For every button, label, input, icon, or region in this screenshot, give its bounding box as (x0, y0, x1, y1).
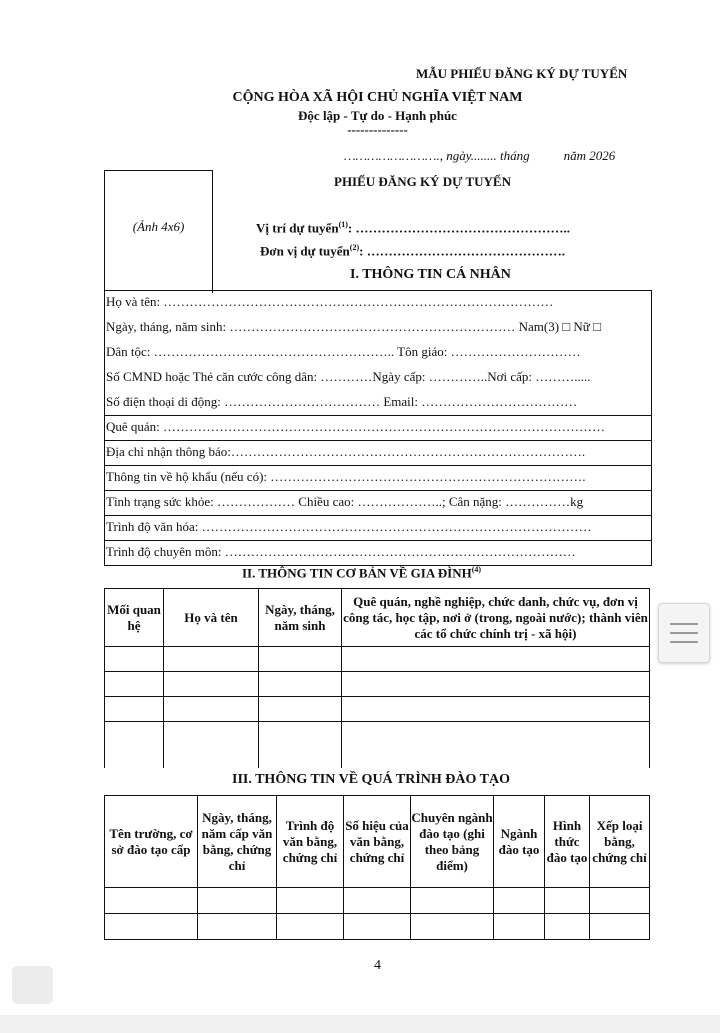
col-training-form: Hình thức đào tạo (545, 796, 590, 888)
position-label: Vị trí dự tuyển (256, 220, 339, 236)
unit-label: Đơn vị dự tuyển (260, 243, 350, 259)
section-2-footnote: (4) (471, 565, 482, 574)
col-field: Ngành đào tạo (494, 796, 545, 888)
section-2-title (242, 565, 481, 581)
date-line (344, 148, 615, 164)
unit-blank: : ………………………………………. (359, 243, 565, 259)
col-details: Quê quán, nghề nghiệp, chức danh, chức vụ, đơn vị công tác, học tập, nơi ở (trong, ngoài nước); thành viên các tổ chức chính trị - xã hội) (342, 589, 650, 647)
hamburger-menu-icon[interactable] (658, 603, 710, 663)
back-button[interactable] (12, 966, 53, 1004)
table-row (105, 697, 650, 722)
family-table-header (105, 589, 650, 647)
col-school: Tên trường, cơ sở đào tạo cấp (105, 796, 198, 888)
info-row-specialty: Trình độ chuyên môn: ……………………………………………………………………… (106, 544, 576, 559)
date-year: năm 2026 (563, 148, 616, 163)
section-1-title: I. THÔNG TIN CÁ NHÂN (350, 267, 511, 282)
unit-line (260, 243, 565, 259)
col-birthdate: Ngày, tháng, năm sinh (259, 589, 342, 647)
col-degree-level: Trình độ văn bằng, chứng chỉ (277, 796, 344, 888)
header-divider: -------------- (347, 122, 408, 137)
table-row (105, 914, 650, 940)
info-row-id: Số CMND hoặc Thẻ căn cước công dân: …………Ngày cấp: …………..Nơi cấp: ………..... (106, 369, 591, 384)
info-row-hometown: Quê quán: ………………………………………………………………………………………… (105, 416, 651, 441)
section-2-label: II. THÔNG TIN CƠ BẢN VỀ GIA ĐÌNH (242, 565, 472, 581)
form-title: PHIẾU ĐĂNG KÝ DỰ TUYỂN (334, 174, 511, 189)
table-row (105, 722, 650, 768)
col-issue-date: Ngày, tháng, năm cấp văn bằng, chứng chỉ (198, 796, 277, 888)
info-row-household: Thông tin về hộ khẩu (nếu có): ………………………………………………………………. (105, 466, 651, 491)
training-table-header (105, 796, 650, 888)
position-line (256, 220, 570, 236)
info-row-ethnicity: Dân tộc: ……………………………………………….. Tôn giáo: ………………………… (106, 344, 581, 359)
form-code-title: MẪU PHIẾU ĐĂNG KÝ DỰ TUYỂN (416, 66, 628, 81)
col-fullname: Họ và tên (164, 589, 259, 647)
info-row-education: Trình độ văn hóa: ……………………………………………………………………………… (105, 516, 651, 541)
position-blank: : ………………………………………….. (347, 220, 570, 236)
table-row (105, 647, 650, 672)
table-row (105, 672, 650, 697)
col-degree-number: Số hiệu của văn bằng, chứng chỉ (344, 796, 411, 888)
national-motto: Độc lập - Tự do - Hạnh phúc (298, 108, 457, 123)
info-row-health: Tình trạng sức khỏe: ……………… Chiều cao: ………………..; Cân nặng: ……………kg (105, 491, 651, 516)
position-footnote: (1) (338, 220, 348, 229)
section-3-title: III. THÔNG TIN VỀ QUÁ TRÌNH ĐÀO TẠO (232, 772, 510, 787)
table-row (105, 888, 650, 914)
date-place: ……………………., ngày........ tháng (344, 148, 530, 163)
info-row-address: Địa chỉ nhận thông báo:………………………………………………………………………. (105, 441, 651, 466)
training-table (104, 795, 650, 940)
page-number: 4 (374, 958, 381, 973)
info-row-phone: Số điện thoại di động: ……………………………… Email: ……………………………… (105, 391, 651, 416)
info-row-name: Họ và tên: ……………………………………………………………………………… (106, 294, 554, 309)
col-relationship: Mối quan hệ (105, 589, 164, 647)
photo-label: (Ảnh 4x6) (132, 219, 185, 234)
photo-placeholder (104, 170, 213, 293)
country-name: CỘNG HÒA XÃ HỘI CHỦ NGHĨA VIỆT NAM (232, 90, 523, 105)
info-row-dob: Ngày, tháng, năm sinh: ………………………………………………………… Nam(3) □ Nữ □ (106, 319, 601, 334)
bottom-bar (0, 1015, 720, 1033)
unit-footnote: (2) (349, 243, 360, 252)
family-table (104, 588, 650, 768)
col-classification: Xếp loại bằng, chứng chỉ (590, 796, 650, 888)
personal-info-box (104, 290, 652, 566)
col-major: Chuyên ngành đào tạo (ghi theo bảng điểm) (411, 796, 494, 888)
